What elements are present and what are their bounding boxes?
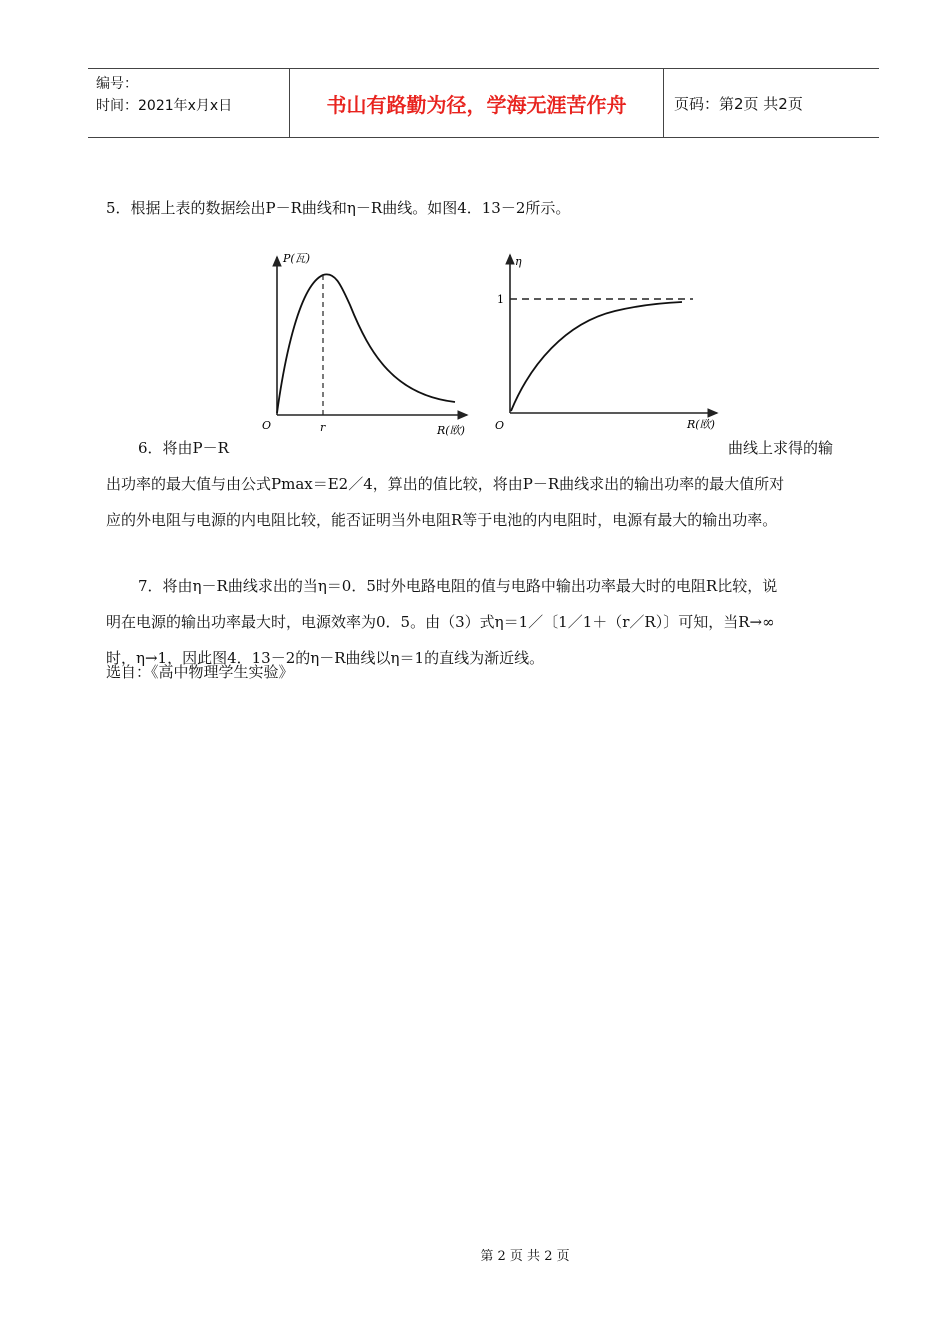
item-7-line1: 7．将由η－R曲线求出的当η＝0．5时外电路电阻的值与电路中输出功率最大时的电阻R比较，说 [138, 577, 778, 595]
eta-x-label: R(欧) [687, 418, 715, 431]
header-meta [88, 69, 290, 137]
item-6-start-text: 6．将由P－R [138, 439, 229, 457]
source-citation: 选自：《高中物理学生实验》 [106, 663, 294, 681]
paragraph-item-6-continued [106, 466, 858, 538]
paragraph-item-6-line1 [138, 430, 858, 466]
item-6-line2: 出功率的最大值与由公式Pmax＝E2／4，算出的值比较，将由P－R曲线求出的输出功率的最大值所对 [106, 475, 785, 493]
paragraph-item-5: 5．根据上表的数据绘出P－R曲线和η－R曲线。如图4．13－2所示。 [106, 199, 571, 217]
pr-chart [262, 252, 467, 437]
doc-time-label: 时间：2021年x月x日 [96, 98, 233, 114]
doc-number-label: 编号： [96, 76, 138, 92]
eta-origin-label: O [495, 419, 505, 432]
item-6-line3: 应的外电阻与电源的内电阻比较，能否证明当外电阻R等于电池的内电阻时，电源有最大的输出功率。 [106, 511, 778, 529]
eta-curve [511, 302, 682, 411]
pr-peak-tick-label: r [320, 421, 326, 434]
header-motto: 书山有路勤为径，学海无涯苦作舟 [290, 69, 664, 137]
pr-x-label: R(欧) [437, 424, 465, 437]
page-header [88, 68, 879, 138]
pr-y-label: P(瓦) [283, 252, 310, 265]
pr-origin-label: O [262, 419, 272, 432]
item-7-line2: 明在电源的输出功率最大时，电源效率为0．5。由（3）式η＝1／〔1／1＋（r／R）〕可知，当R→∞ [106, 613, 775, 631]
figure-pr-eta-curves [255, 245, 725, 440]
page-footer: 第 2 页 共 2 页 [480, 1249, 570, 1264]
item-6-right-text: 曲线上求得的输 [728, 439, 834, 457]
header-page-label: 页码：第2页 共2页 [674, 94, 803, 113]
eta-chart [495, 255, 717, 432]
eta-asymptote-tick-label: 1 [497, 293, 504, 306]
item-7-line3: 时，η→1，因此图4．13－2的η－R曲线以η＝1的直线为渐近线。 [106, 649, 545, 667]
eta-y-label: η [515, 255, 522, 268]
pr-curve [277, 274, 455, 413]
